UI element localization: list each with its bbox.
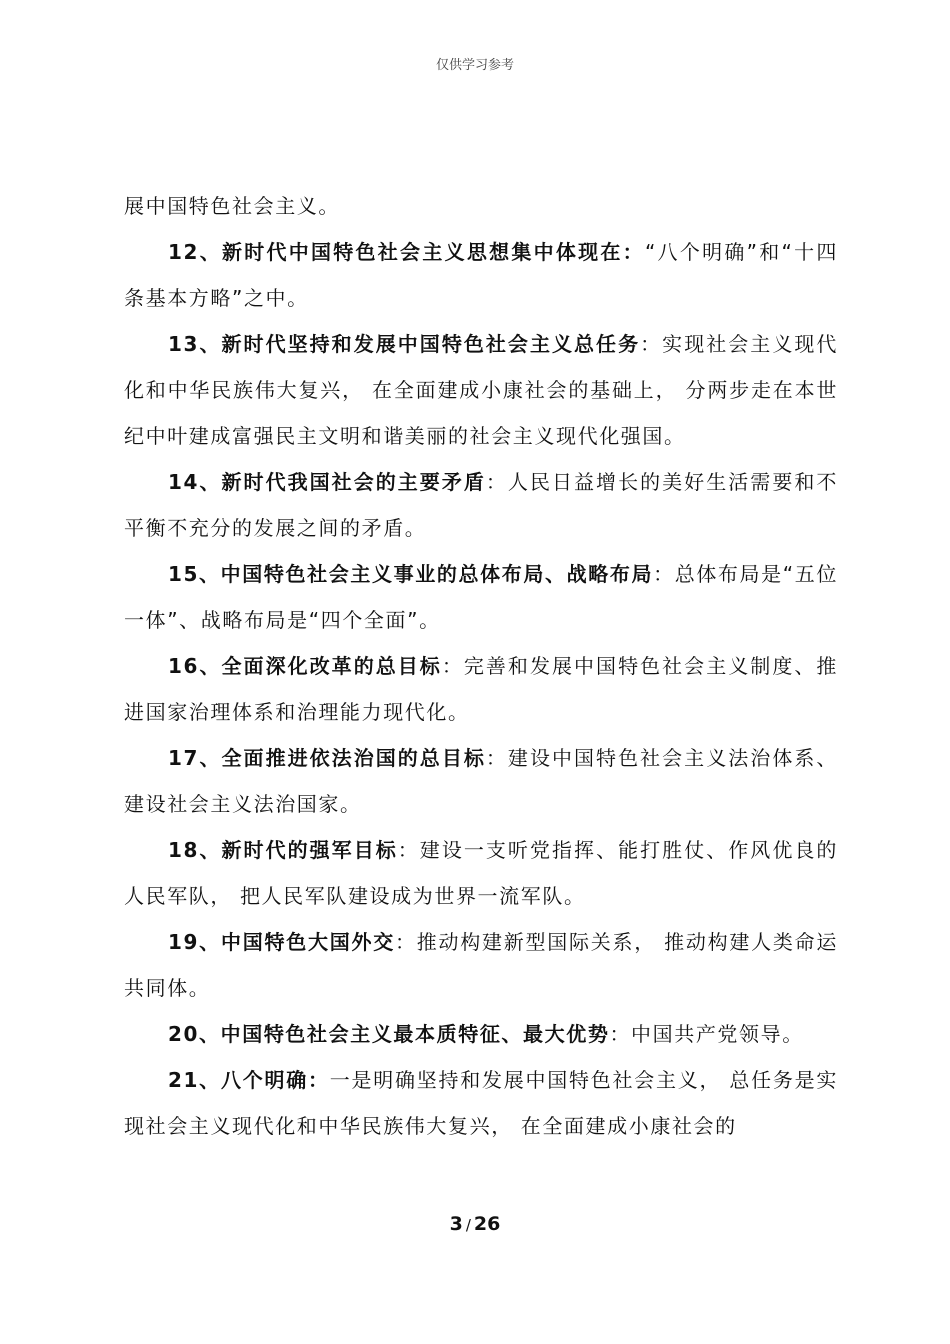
paragraph-text: ：建设中国特色社会主义法治体系、建设社会主义法治国家。 [124,746,838,816]
paragraph-19 [124,919,838,1011]
paragraph-15 [124,551,838,643]
paragraph-21 [124,1057,838,1149]
document-body [124,183,838,1149]
paragraph-lead: 17、全面推进依法治国的总目标 [168,746,486,770]
paragraph-lead: 20、中国特色社会主义最本质特征、最大优势 [168,1022,610,1046]
paragraph-0 [124,183,838,229]
paragraph-13 [124,321,838,459]
paragraph-text: ：中国共产党领导。 [609,1022,804,1046]
paragraph-lead: 12、新时代中国特色社会主义思想集中体现在： [168,240,645,264]
total-pages: 26 [473,1213,501,1235]
paragraph-20 [124,1011,838,1057]
paragraph-lead: 18、新时代的强军目标 [168,838,398,862]
paragraph-18 [124,827,838,919]
paragraph-text: 展中国特色社会主义。 [124,194,340,218]
paragraph-text: 一是明确坚持和发展中国特色社会主义， 总任务是实现社会主义现代化和中华民族伟大复兴， 在全面建成小康社会的 [124,1068,838,1138]
paragraph-lead: 16、全面深化改革的总目标 [168,654,442,678]
paragraph-17 [124,735,838,827]
paragraph-text: ：实现社会主义现代化和中华民族伟大复兴， 在全面建成小康社会的基础上， 分两步走在本世纪中叶建成富强民主文明和谐美丽的社会主义现代化强国。 [124,332,838,448]
paragraph-lead: 21、八个明确： [168,1068,330,1092]
paragraph-text: ：完善和发展中国特色社会主义制度、推进国家治理体系和治理能力现代化。 [124,654,838,724]
paragraph-lead: 19、中国特色大国外交 [168,930,395,954]
paragraph-text: ：建设一支听党指挥、能打胜仗、作风优良的人民军队， 把人民军队建设成为世界一流军队。 [124,838,838,908]
paragraph-lead: 15、中国特色社会主义事业的总体布局、战略布局 [168,562,654,586]
current-page: 3 [449,1213,463,1235]
paragraph-text: ：推动构建新型国际关系， 推动构建人类命运共同体。 [124,930,838,1000]
paragraph-text: “八个明确”和“十四条基本方略”之中。 [124,240,838,310]
page-separator: / [465,1216,471,1234]
page-header: 仅供学习参考 [435,58,514,73]
page-number [0,1213,950,1235]
paragraph-14 [124,459,838,551]
paragraph-text: ：人民日益增长的美好生活需要和不平衡不充分的发展之间的矛盾。 [124,470,838,540]
paragraph-lead: 14、新时代我国社会的主要矛盾 [168,470,486,494]
paragraph-16 [124,643,838,735]
paragraph-lead: 13、新时代坚持和发展中国特色社会主义总任务 [168,332,641,356]
paragraph-text: ：总体布局是“五位一体”、战略布局是“四个全面”。 [124,562,838,632]
paragraph-12 [124,229,838,321]
